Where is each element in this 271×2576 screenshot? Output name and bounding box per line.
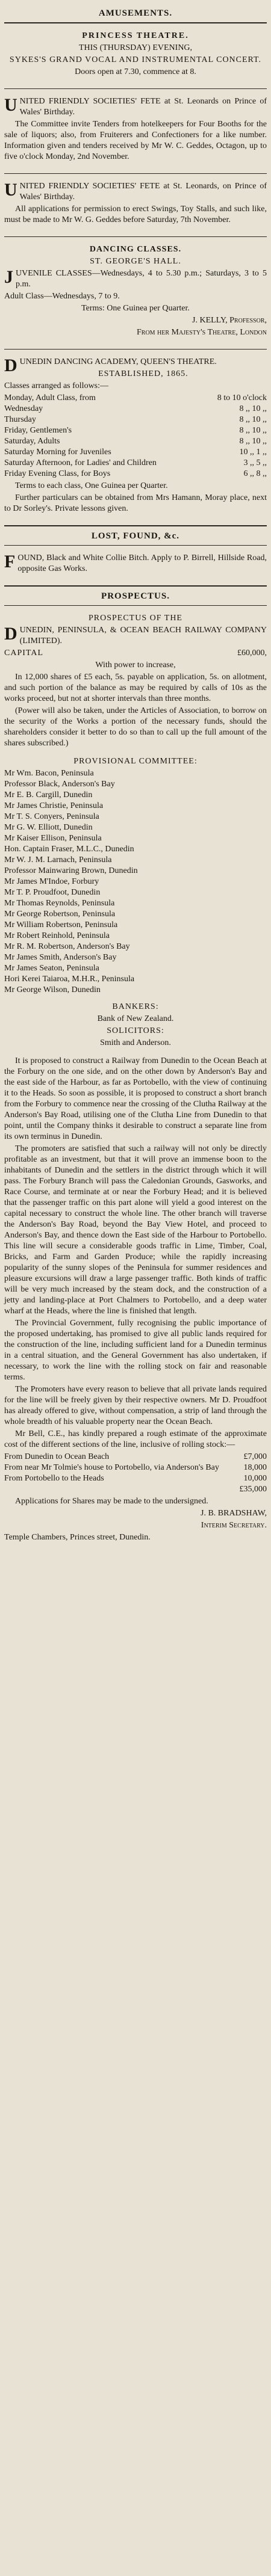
prospectus-paragraph: The Promoters have every reason to believe that all private lands required for the line will be freely given by their respective owners. Mr D. Proudfoot has already offered to give, without compensation, a strip of land through the whole breadth of his valuable property near the Ocean Beach.: [4, 1385, 267, 1426]
ad-signature: J. KELLY, Professor,: [192, 316, 267, 325]
cost-label: From Dunedin to Ocean Beach: [4, 1452, 110, 1461]
solicitors-heading: SOLICITORS:: [107, 1026, 164, 1035]
class-row: [4, 425, 267, 436]
prospectus-paragraph: Mr Bell, C.E., has kindly prepared a rough estimate of the approximate cost of the different sections of the line, inclusive of rolling stock:—: [4, 1429, 267, 1449]
capital-value: £60,000,: [237, 649, 267, 658]
prospectus-railway: [4, 609, 267, 1550]
ad-title: PRINCESS THEATRE.: [82, 31, 189, 40]
divider: [4, 22, 267, 23]
class-time: 3 ,, 5 ,,: [243, 458, 267, 467]
section-heading-amusements: AMUSEMENTS.: [98, 8, 173, 18]
committee-member: Mr T. S. Conyers, Peninsula: [4, 812, 99, 821]
ad-signature: From her Majesty's Theatre, London: [136, 328, 267, 337]
divider: [4, 88, 267, 89]
ad-line: Doors open at 7.30, commence at 8.: [75, 67, 196, 76]
class-row: [4, 404, 267, 414]
committee-member: Mr R. M. Robertson, Anderson's Bay: [4, 942, 130, 951]
ad-intro: Classes arranged as follows:—: [4, 381, 109, 390]
committee-member: Mr E. B. Cargill, Dunedin: [4, 790, 93, 800]
class-label: Friday, Gentlemen's: [4, 426, 72, 435]
committee-member: Mr W. J. M. Larnach, Peninsula: [4, 855, 112, 864]
bankers: Bank of New Zealand.: [97, 1014, 174, 1023]
solicitors: Smith and Anderson.: [100, 1038, 171, 1047]
class-time: 8 ,, 10 ,,: [239, 437, 267, 446]
committee-member: Mr Kaiser Ellison, Peninsula: [4, 834, 102, 843]
class-time: 10 ,, 1 ,,: [239, 448, 267, 457]
prospectus-paragraph: It is proposed to construct a Railway from Dunedin to the Ocean Beach at the Forbury on the one side, and on the other down by Anderson's Bay and the east side of the Harbour, as far as Portobello, with the view of continuing it to the Heads. So soon as possible, it is proposed to construct a short branch from the Forbury to commence near the crossing of the Clutha Railway at the Anderson's Bay Road, utilising one of the Clutha Line from Dunedin to that point, until the Company thinks it desirable to construct a separate line from its own terminus in Dunedin.: [4, 1056, 267, 1141]
signature-address: Temple Chambers, Princes street, Dunedin.: [4, 1533, 151, 1542]
ad-body: All applications for permission to erect Swings, Toy Stalls, and such like, must be made to Mr W. G. Geddes before Saturday, 7th November.: [4, 205, 267, 224]
newspaper-column: [4, 0, 267, 1556]
divider: [4, 173, 267, 174]
committee-member: Mr George Robertson, Peninsula: [4, 910, 116, 919]
committee-member: Hori Kerei Taiaroa, M.H.R., Peninsula: [4, 975, 135, 984]
divider: [4, 236, 267, 237]
committee-member: Mr James M'Indoe, Forbury: [4, 877, 99, 886]
ad-dancing-classes: [4, 241, 267, 345]
committee-member: Mr James Christie, Peninsula: [4, 801, 104, 810]
committee-member: Mr G. W. Elliott, Dunedin: [4, 823, 93, 832]
cost-value: £7,000: [243, 1452, 267, 1461]
committee-member: Professor Mainwaring Brown, Dunedin: [4, 866, 138, 875]
cost-total-row: [4, 1484, 267, 1495]
divider: [4, 605, 267, 606]
class-label: Thursday: [4, 415, 36, 424]
class-row: [4, 469, 267, 479]
cost-row: [4, 1452, 267, 1462]
section-heading-lost-found: LOST, FOUND, &c.: [91, 531, 180, 541]
ad-line: SYKES'S GRAND VOCAL AND INSTRUMENTAL CONCERT.: [9, 55, 262, 64]
committee-member: Mr Thomas Reynolds, Peninsula: [4, 899, 115, 908]
class-label: Friday Evening Class, for Boys: [4, 469, 111, 478]
class-time: 6 ,, 8 ,,: [243, 469, 267, 478]
committee-member: Mr Robert Reinhold, Peninsula: [4, 931, 110, 940]
class-row: [4, 393, 267, 404]
class-row: [4, 414, 267, 425]
prospectus-kicker: PROSPECTUS OF THE: [88, 614, 182, 623]
cost-total: £35,000: [239, 1485, 267, 1494]
bankers-heading: BANKERS:: [112, 1002, 159, 1011]
class-label: Wednesday: [4, 404, 43, 413]
ad-title: DUNEDIN DANCING ACADEMY, QUEEN'S THEATRE.: [4, 356, 217, 375]
cost-value: 10,000: [243, 1474, 267, 1483]
ad-venue: ST. GEORGE'S HALL.: [90, 257, 181, 266]
class-label: Saturday Morning for Juveniles: [4, 448, 111, 457]
divider: [4, 349, 267, 350]
class-time: 8 ,, 10 ,,: [239, 415, 267, 424]
committee-list: [4, 768, 267, 996]
power-note: (Power will also be taken, under the Articles of Association, to borrow on the security of the Works a portion of the necessary funds, should the shareholders consider it better to do so than to call up the full amount of the shares subscribed.): [4, 706, 267, 748]
committee-member: Mr T. P. Proudfoot, Dunedin: [4, 888, 101, 897]
committee-member: Mr James Seaton, Peninsula: [4, 964, 99, 973]
ad-title: UNITED FRIENDLY SOCIETIES' FETE at St. Leonards on Prince of Wales' Birthday.: [4, 95, 267, 117]
class-label: Saturday Afternoon, for Ladies' and Children: [4, 458, 157, 467]
cost-row: [4, 1462, 267, 1473]
ad-line: THIS (THURSDAY) EVENING,: [78, 43, 193, 52]
prospectus-paragraph: The promoters are satisfied that such a railway will not only be directly profitable as an investment, but that it will prove an immense boon to the inhabitants of Dunedin and the settlers in the district through which it will pass. The Forbury Branch will pass the Caledonian Grounds, Gasworks, and Race Course, and terminate at or near the Forbury Head; and it is believed that the passenger traffic on this part alone will yield a good interest on the capital necessary to construct the whole line. The other branch will traverse the Anderson's Bay Road, beyond the Bay View Hotel, and proceed to Anderson's Bay, and thence down the East side of the Harbour to Portobello. This line will secure a considerable goods traffic in Lime, Timber, Coal, Bricks, and Farm and Garden Produce; while the rapidly increasing popularity of the sunny slopes of the Peninsula for summer residences and pleasure excursions will draw a large passenger traffic. Both kinds of traffic will be very much increased by the steam dock, and the construction of a jetty and landing-place at Port Chalmers to Portobello, and a deep water wharf at the Heads, where the line is finished that length.: [4, 1144, 267, 1316]
cost-label: From Portobello to the Heads: [4, 1474, 104, 1483]
signature-role: Interim Secretary.: [201, 1521, 267, 1530]
ad-found-dog: [4, 549, 267, 582]
ad-line: Terms: One Guinea per Quarter.: [81, 304, 190, 313]
divider: [4, 545, 267, 546]
ad-terms: Terms to each class, One Guinea per Quarter.: [15, 481, 168, 490]
class-label: Monday, Adult Class, from: [4, 393, 96, 402]
committee-member: Mr Wm. Bacon, Peninsula: [4, 769, 94, 778]
signature-name: J. B. BRADSHAW,: [201, 1509, 267, 1518]
committee-member: Professor Black, Anderson's Bay: [4, 780, 115, 789]
applications-note: Applications for Shares may be made to the undersigned.: [15, 1497, 208, 1506]
divider: [4, 585, 267, 587]
ad-dunedin-dancing-academy: [4, 353, 267, 522]
prospectus-paragraph: The Provincial Government, fully recognising the public importance of the proposed undertaking, has promised to give all public lands required for the construction of the line, including sufficient land for a Dunedin terminus in a central situation, and the General Government has also undertaken, if necessary, to work the line with the rolling stock on fair and reasonable terms.: [4, 1319, 267, 1382]
class-label: Saturday, Adults: [4, 437, 60, 446]
committee-member: Mr James Smith, Anderson's Bay: [4, 953, 117, 962]
divider: [4, 525, 267, 526]
ad-established: ESTABLISHED, 1865.: [98, 369, 188, 378]
committee-member: Mr William Robertson, Peninsula: [4, 920, 118, 929]
share-terms: In 12,000 shares of £5 each, 5s. payable on application, 5s. on allotment, and such portion of the balance as may be required by calls of 10s as the works proceed, but not at shorter intervals than three months.: [4, 673, 267, 703]
class-time: 8 to 10 o'clock: [217, 393, 267, 402]
ad-heading: DANCING CLASSES.: [89, 245, 182, 254]
cost-row: [4, 1473, 267, 1484]
committee-member: Hon. Captain Fraser, M.L.C., Dunedin: [4, 845, 134, 854]
ad-body: FOUND, Black and White Collie Bitch. Apply to P. Birrell, Hillside Road, opposite Gas Works.: [4, 552, 267, 573]
class-row: [4, 458, 267, 469]
prospectus-company: DUNEDIN, PENINSULA, & OCEAN BEACH RAILWAY COMPANY (LIMITED).: [4, 624, 267, 646]
class-row: [4, 447, 267, 458]
capital-label: CAPITAL: [4, 649, 43, 658]
ad-friendly-societies-2: [4, 177, 267, 233]
capital-note: With power to increase,: [95, 661, 176, 670]
ad-further: Further particulars can be obtained from Mrs Hamann, Moray place, next to Dr Sorley's. Private lessons given.: [4, 493, 267, 513]
class-time: 8 ,, 10 ,,: [239, 404, 267, 413]
committee-member: Mr George Wilson, Dunedin: [4, 985, 101, 994]
ad-princess-theatre: [4, 27, 267, 85]
ad-friendly-societies-1: [4, 93, 267, 170]
capital-row: [4, 648, 267, 659]
committee-heading: PROVISIONAL COMMITTEE:: [73, 757, 198, 766]
class-time: 8 ,, 10 ,,: [239, 426, 267, 435]
cost-label: From near Mr Tolmie's house to Portobello, via Anderson's Bay: [4, 1463, 219, 1472]
section-heading-prospectus: PROSPECTUS.: [101, 591, 170, 601]
class-row: [4, 436, 267, 447]
ad-body: The Committee invite Tenders from hotelkeepers for Four Booths for the sale of liquors; also, from Fruiterers and Confectioners for a like number. Information given and tenders received by Mr W. C. Geddes, Octagon, up to five o'clock Monday, 2nd November.: [4, 120, 267, 161]
ad-line: JUVENILE CLASSES—Wednesdays, 4 to 5.30 p.m.; Saturdays, 3 to 5 p.m.: [4, 267, 267, 289]
cost-value: 18,000: [243, 1463, 267, 1472]
ad-line: Adult Class—Wednesdays, 7 to 9.: [4, 292, 120, 301]
ad-title: UNITED FRIENDLY SOCIETIES' FETE at St. Leonards, on Prince of Wales' Birthday.: [4, 180, 267, 202]
